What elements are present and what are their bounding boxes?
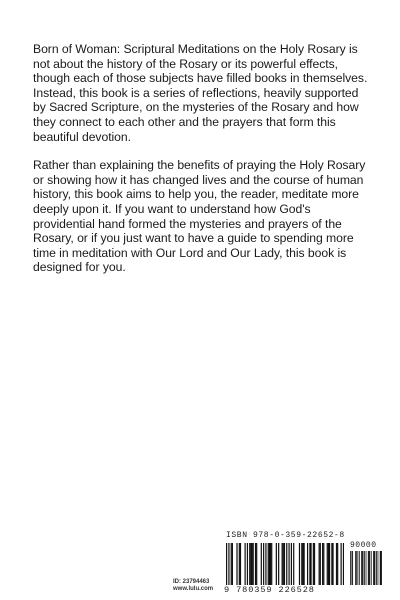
barcode-bar [282, 543, 283, 585]
publisher-id: ID: 23794463 [173, 579, 210, 585]
isbn-label: ISBN 978-0-359-22652-8 [226, 531, 345, 540]
barcode-bar [378, 551, 379, 585]
barcode-bar [361, 551, 362, 585]
barcode-bar [276, 543, 277, 585]
barcode-bar [376, 551, 377, 585]
barcode-bar [245, 543, 246, 585]
ean-digits: 9 780359 226528 [224, 585, 315, 595]
barcode-bar [239, 543, 240, 585]
barcode-bar [265, 543, 266, 585]
barcode-bar [302, 543, 303, 585]
barcode-bar [327, 543, 328, 585]
barcode-bar [253, 543, 254, 585]
barcode-bar [270, 543, 271, 585]
barcode-bar [251, 543, 252, 585]
barcode-bar [271, 543, 272, 585]
barcode-bar [268, 543, 269, 585]
barcode-bar [352, 551, 353, 585]
barcode-bar [322, 543, 323, 585]
barcode-bar [286, 543, 287, 585]
book-description [33, 42, 373, 289]
addon-barcode-bars [350, 551, 382, 585]
isbn-barcode [224, 531, 384, 597]
barcode-bar [255, 543, 256, 585]
barcode-bar [336, 543, 337, 585]
barcode-bar [310, 543, 311, 585]
barcode-bar [320, 543, 321, 585]
barcode-bar [337, 543, 338, 585]
barcode-bar [341, 543, 342, 585]
barcode-bar [328, 543, 329, 585]
barcode-bar [319, 543, 320, 585]
publisher-id-block [173, 579, 213, 593]
description-paragraph-2: Rather than explaining the benefits of praying the Holy Rosary or showing how it has changed lives and the course of human history, this book aims to help you, the reader, meditate more deeply upon it. If you want to understand how God's providential hand formed the mysteries and prayers of the Rosary, or if you just want to have a guide to spending more time in meditation with Our Lord and Our Lady, this book is designed for you. [33, 158, 366, 275]
barcode-bar [291, 543, 292, 585]
barcode-bar [269, 543, 270, 585]
barcode-bar [381, 551, 382, 585]
barcode-bar [283, 543, 284, 585]
barcode-bar [250, 543, 251, 585]
barcode-bar [313, 543, 314, 585]
barcode-bar [299, 543, 300, 585]
barcode-bar [369, 551, 370, 585]
barcode-bar [332, 543, 333, 585]
barcode-bar [228, 543, 229, 585]
barcode-bar [278, 543, 279, 585]
barcode-bar [362, 551, 363, 585]
barcode-bar [288, 543, 289, 585]
barcode-bar [249, 543, 250, 585]
barcode-bar [331, 543, 332, 585]
barcode-bar [364, 551, 365, 585]
barcode-bar [343, 543, 344, 585]
barcode-bar [314, 543, 315, 585]
barcode-bar [284, 543, 285, 585]
barcode-bar [373, 551, 374, 585]
barcode-bar [236, 543, 237, 585]
barcode-bar [357, 551, 358, 585]
barcode-bar [240, 543, 241, 585]
barcode-bar [355, 551, 356, 585]
barcode-bar [307, 543, 308, 585]
barcode-bar [329, 543, 330, 585]
barcode-bar [304, 543, 305, 585]
barcode-bar [350, 551, 351, 585]
barcode-bar [247, 543, 248, 585]
barcode-bar [232, 543, 233, 585]
barcode-bar [371, 551, 372, 585]
barcode-bar [375, 551, 376, 585]
barcode-addon-code: 90000 [350, 541, 377, 550]
barcode-bar [374, 551, 375, 585]
barcode-bar [293, 543, 294, 585]
barcode-bar [256, 543, 257, 585]
barcode-bar [380, 551, 381, 585]
ean-barcode-bars [226, 543, 344, 585]
barcode-bar [323, 543, 324, 585]
barcode-bar [381, 551, 382, 585]
barcode-bar [368, 551, 369, 585]
barcode-bar [366, 551, 367, 585]
description-paragraph-1: Born of Woman: Scriptural Meditations on the Holy Rosary is not about the history of the Rosary or its powerful effects, though each of those subjects have filled books in themselves. Instead, this book is a series of reflections, heavily supported by Sacred Scripture, on the mysteries of the Rosary and how they connect to each other and the prayers that form this beautiful devotion. [33, 42, 368, 144]
barcode-bar [263, 543, 264, 585]
barcode-bar [356, 551, 357, 585]
barcode-bar [261, 543, 262, 585]
barcode-bar [351, 551, 352, 585]
barcode-bar [301, 543, 302, 585]
barcode-bar [369, 551, 370, 585]
barcode-bar [226, 543, 227, 585]
barcode-bar [309, 543, 310, 585]
barcode-bar [359, 551, 360, 585]
publisher-url: www.lulu.com [173, 586, 214, 592]
barcode-bar [363, 551, 364, 585]
barcode-bar [231, 543, 232, 585]
